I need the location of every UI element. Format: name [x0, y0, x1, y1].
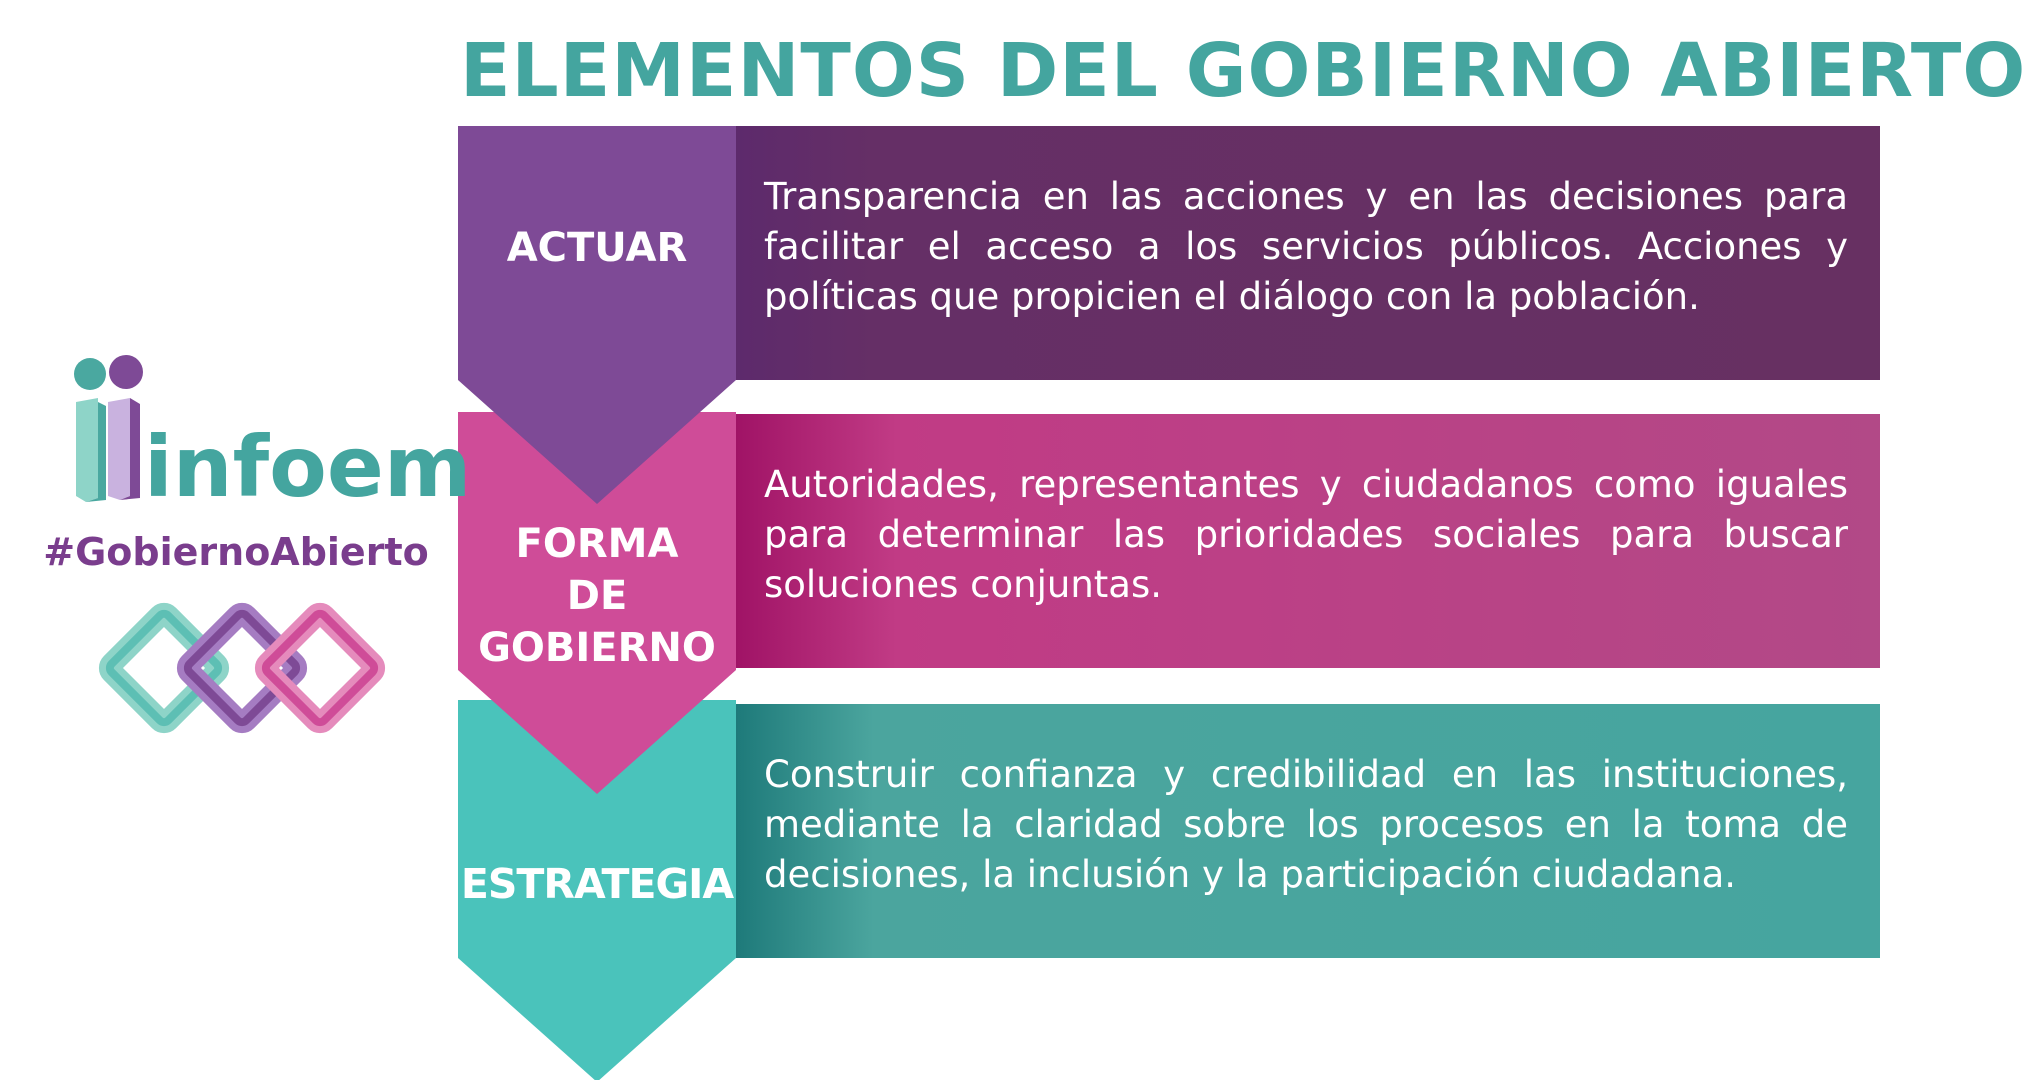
- chain-rings-icon: [107, 611, 376, 724]
- label-line: DE: [566, 573, 628, 619]
- label-line: FORMA: [515, 521, 679, 567]
- label-line: GOBIERNO: [478, 625, 716, 671]
- hashtag-text: #GobiernoAbierto: [43, 530, 429, 574]
- label-actuar: ACTUAR: [506, 225, 688, 271]
- panel-actuar: Transparencia en las acciones y en las decisiones para facilitar el acceso a los servicios públicos. Acciones y políticas que propicien el diálogo con la población.: [736, 126, 1880, 380]
- label-forma-de-gobierno: [458, 518, 736, 674]
- page-title: ELEMENTOS DEL GOBIERNO ABIERTO: [460, 28, 2026, 114]
- panel-estrategia: Construir confianza y credibilidad en las instituciones, mediante la claridad sobre los procesos en la toma de decisiones, la inclusión y la participación ciudadana.: [736, 704, 1880, 958]
- logo-wordmark: infoem: [144, 418, 472, 516]
- label-estrategia: ESTRATEGIA: [460, 860, 734, 908]
- panel-forma-de-gobierno: Autoridades, representantes y ciudadanos como iguales para determinar las prioridades sociales para buscar soluciones conjuntas.: [736, 414, 1880, 668]
